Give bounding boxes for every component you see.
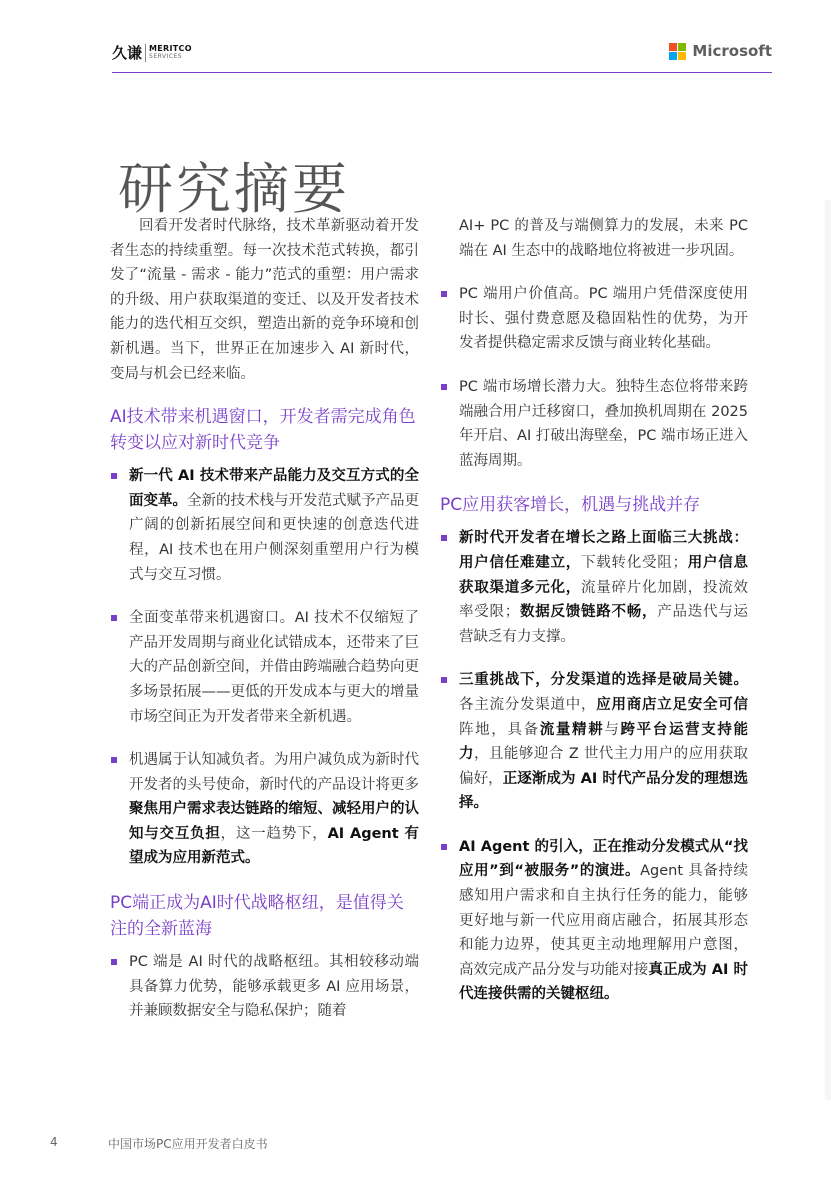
intro-paragraph: 回看开发者时代脉络，技术革新驱动着开发者生态的持续重塑。每一次技术范式转换，都引发了“流量 - 需求 - 能力”范式的重塑：用户需求的升级、用户获取渠道的变迁、以及开发者技术能力的迭代相互交织，塑造出新的竞争环境和创新机遇。当下，世界正在加速步入 AI 新时代，变局与机会已经来临。 <box>110 218 419 382</box>
bullet-bold: 用户信息获取渠道多元化， <box>459 554 748 596</box>
microsoft-logo <box>669 42 772 60</box>
bullet-text: 下载转化受阻； <box>581 554 687 571</box>
bullet-bold: 跨平台运营支持能力 <box>459 721 749 763</box>
page-header <box>112 38 772 73</box>
bullet-bold: 真正成为 AI 时代连接供需的关键枢纽。 <box>459 961 749 1003</box>
bullet-bold: AI Agent 有望成为应用新范式。 <box>129 825 420 867</box>
bullet-bold: 流量精耕 <box>539 721 605 738</box>
page-edge-shadow <box>825 200 831 1100</box>
bullet-opportunity-window <box>110 606 419 729</box>
bullet-text: 机遇属于认知减负者。为用户减负成为新时代开发者的头号使命，新时代的产品设计将更多 <box>129 752 419 793</box>
microsoft-wordmark: Microsoft <box>692 42 772 60</box>
bullet-distribution-key <box>440 668 748 816</box>
bullet-text: 全新的技术栈与开发范式赋予产品更广阔的创新拓展空间和更快速的创意迭代进程，AI 技术也在用户侧深刻重塑用户行为模式与交互习惯。 <box>129 492 419 583</box>
bullet-three-challenges <box>440 526 748 649</box>
bullet-text: PC 端用户价值高。PC 端用户凭借深度使用时长、强付费意愿及稳固粘性的优势，为开发者提供稳定需求反馈与商业转化基础。 <box>459 286 748 352</box>
bullet-bold: AI Agent 的引入，正在推动分发模式从“找应用”到“被服务”的演进。 <box>459 838 748 880</box>
bullet-text: PC 端市场增长潜力大。独特生态位将带来跨端融合用户迁移窗口，叠加换机周期在 2025 年开启、AI 打破出海壁垒，PC 端市场正进入蓝海周期。 <box>459 378 748 469</box>
bullet-bold: 新一代 AI 技术带来产品能力及交互方式的全面变革。 <box>129 468 419 509</box>
bullet-text: ，且能够迎合 Z 世代主力用户的应用获取偏好， <box>459 746 748 787</box>
ms-square-yellow <box>678 52 686 60</box>
bullet-bold: 正逐渐成为 AI 时代产品分发的理想选择。 <box>459 770 748 812</box>
bullet-pc-strategic-hub <box>110 950 419 1024</box>
bullet-cognitive-relief <box>110 748 419 871</box>
section-title-pc-hub: PC端正成为AI时代战略枢纽，是值得关注的全新蓝海 <box>110 893 404 940</box>
bullet-text: 产品迭代与运营缺乏有力支撑。 <box>459 604 748 645</box>
ms-square-blue <box>669 52 677 60</box>
page-title: 研究摘要 <box>118 156 351 221</box>
section-title-ai-window: AI技术带来机遇窗口，开发者需完成角色转变以应对新时代竞争 <box>110 407 416 454</box>
bullet-bold: 聚焦用户需求表达链路的缩短、减轻用户的认知与交互负担 <box>129 801 419 842</box>
brand-en-line2: SERVICES <box>149 52 183 60</box>
bullet-bold: 应用商店立足安全可信 <box>596 696 748 713</box>
bullet-text: 各主流分发渠道中， <box>459 696 597 713</box>
meritco-logo <box>112 42 192 63</box>
bullet-pc-growth <box>440 375 748 473</box>
brand-cn: 久谦 <box>112 44 143 62</box>
bullet-bold: 新时代开发者在增长之路上面临三大挑战：用户信任难建立， <box>459 530 748 571</box>
bullet-text: PC 端是 AI 时代的战略枢纽。其相较移动端具备算力优势，能够承载更多 AI 应用场景，并兼顾数据安全与隐私保护；随着 <box>129 954 419 1020</box>
page-number: 4 <box>50 1135 58 1149</box>
brand-en-line1: MERITCO <box>149 43 192 53</box>
bullet-text: 全面变革带来机遇窗口。AI 技术不仅缩短了产品开发周期与商业化试错成本，还带来了巨大的产品创新空间，并借由跨端融合趋势向更多场景拓展——更低的开发成本与更大的增量市场空间正为开发者带来全新机遇。 <box>129 610 419 725</box>
bullet-ai-agent <box>440 835 748 1007</box>
footer-doc-title: 中国市场PC应用开发者白皮书 <box>108 1137 268 1151</box>
bullet-pc-user-value <box>440 282 748 356</box>
section-title-acquisition: PC应用获客增长，机遇与挑战并存 <box>440 495 701 516</box>
ms-square-green <box>678 43 686 51</box>
bullet-bold: 数据反馈链路不畅， <box>519 604 658 621</box>
bullet-continuation: AI+ PC 的普及与端侧算力的发展，未来 PC 端在 AI 生态中的战略地位将被进一步巩固。 <box>459 218 748 259</box>
bullet-text: Agent 具备持续感知用户需求和自主执行任务的能力，能够更好地与新一代应用商店融合，拓展其形态和能力边界，使其更主动地理解用户意图，高效完成产品分发与功能对接 <box>459 863 748 978</box>
bullet-ai-transformation <box>110 464 419 587</box>
microsoft-squares-icon <box>669 43 686 60</box>
bullet-text: ，这一趋势下， <box>220 825 328 842</box>
bullet-text: 流量碎片化加剧，投流效率受限； <box>459 579 748 621</box>
bullet-text: 与 <box>604 721 621 738</box>
brand-en <box>149 45 192 61</box>
bullet-bold: 三重挑战下，分发渠道的选择是破局关键。 <box>459 672 748 689</box>
ms-square-red <box>669 43 677 51</box>
right-column <box>440 214 748 1026</box>
logo-divider <box>145 44 146 62</box>
bullet-text: 阵地，具备 <box>459 721 540 738</box>
left-column <box>110 214 419 1043</box>
